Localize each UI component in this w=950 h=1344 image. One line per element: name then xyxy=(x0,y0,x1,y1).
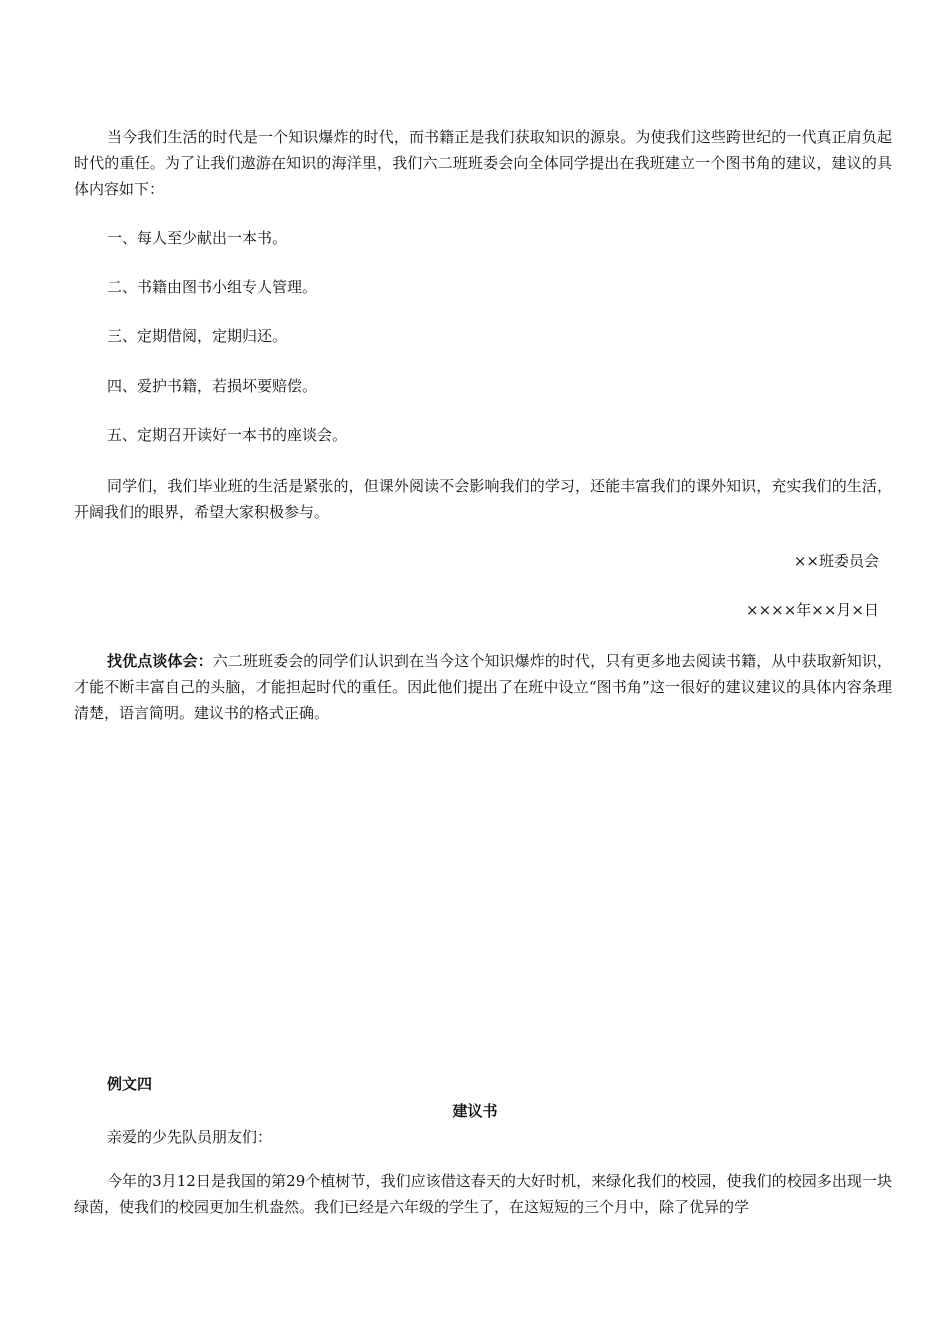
letter-title: 建议书 xyxy=(452,1102,498,1120)
salutation: 亲爱的少先队员朋友们： xyxy=(107,1128,273,1146)
date: ××××年××月×日 xyxy=(746,601,879,619)
list-item-1: 一、每人至少献出一本书。 xyxy=(107,229,288,247)
comment-label: 找优点谈体会： xyxy=(107,652,213,670)
closing-paragraph: 同学们，我们毕业班的生活是紧张的，但课外阅读不会影响我们的学习，还能丰富我们的课外知识，充实我们的生活，开阔我们的眼界，希望大家积极参与。 xyxy=(74,477,892,521)
list-item-3: 三、定期借阅，定期归还。 xyxy=(107,327,288,345)
comment-text: 六二班班委会的同学们认识到在当今这个知识爆炸的时代，只有更多地去阅读书籍，从中获取新知识，才能不断丰富自己的头脑，才能担起时代的重任。因此他们提出了在班中设立“图书角”这一很好的建议建议的具体内容条理清楚，语言简明。建议书的格式正确。 xyxy=(74,652,892,722)
list-item-5: 五、定期召开读好一本书的座谈会。 xyxy=(107,426,348,444)
list-item-4: 四、爱护书籍，若损坏要赔偿。 xyxy=(107,377,318,395)
comment-paragraph xyxy=(74,648,892,726)
list-item-2: 二、书籍由图书小组专人管理。 xyxy=(107,278,318,296)
signature: ××班委员会 xyxy=(793,552,879,570)
intro-paragraph: 当今我们生活的时代是一个知识爆炸的时代，而书籍正是我们获取知识的源泉。为使我们这些跨世纪的一代真正肩负起时代的重任。为了让我们遨游在知识的海洋里，我们六二班班委会向全体同学提出在我班建立一个图书角的建议，建议的具体内容如下： xyxy=(74,128,892,198)
example-heading: 例文四 xyxy=(107,1075,153,1093)
letter-body: 今年的3月12日是我国的第29个植树节，我们应该借这春天的大好时机，来绿化我们的校园，使我们的校园多出现一块绿茵，使我们的校园更加生机盎然。我们已经是六年级的学生了，在这短短的三个月中，除了优异的学 xyxy=(74,1172,892,1216)
